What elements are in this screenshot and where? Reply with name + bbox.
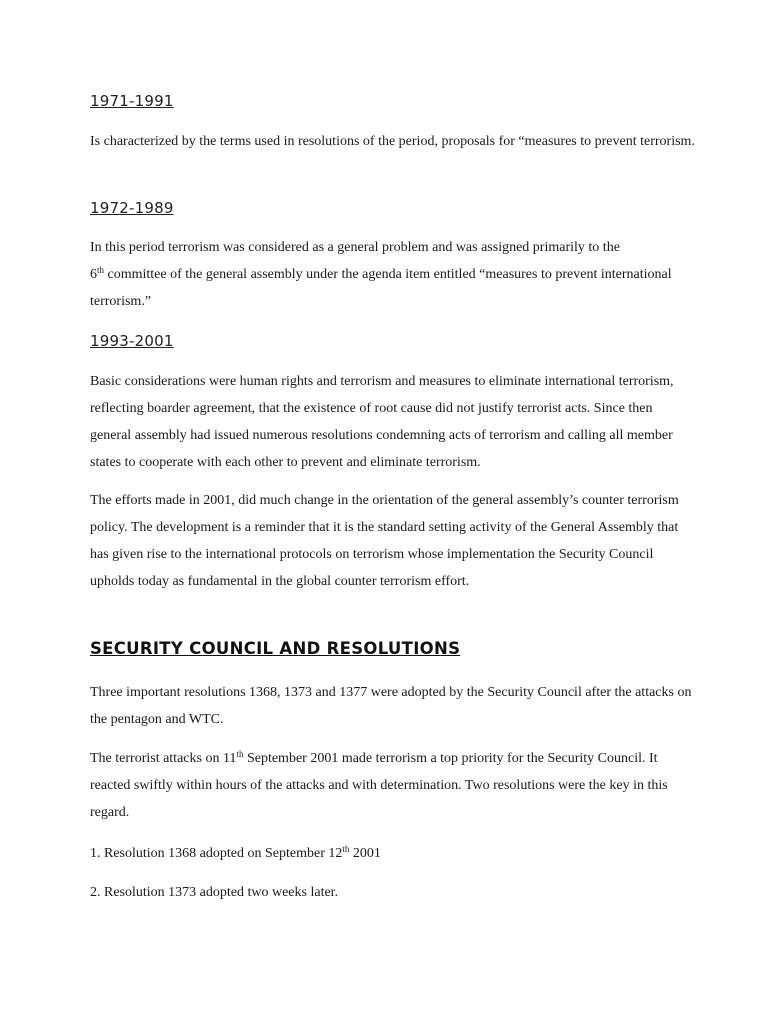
paragraph-1993-2001: Basic considerations were human rights and terrorism and measures to eliminate international terrorism, reflecting boarder agreement, that the existence of root cause did not justify terrorist acts. Since then general assembly had issued numerous resolutions condemning acts of terrorism and calling all member states to cooperate with each other to prevent and eliminate terrorism.: [90, 374, 674, 470]
paragraph-1972-1989-line1: In this period terrorism was considered as a general problem and was assigned primarily to the: [90, 240, 620, 255]
heading-1971-1991: 1971-1991: [90, 92, 174, 110]
resolution-1368-after: 2001: [349, 846, 381, 861]
paragraph-1972-1989: [90, 234, 695, 315]
paragraph-terrorist-attacks: [90, 745, 695, 826]
heading-1993-2001: 1993-2001: [90, 332, 174, 350]
section-title-security-council: SECURITY COUNCIL AND RESOLUTIONS: [90, 639, 461, 658]
attacks-text-after: September 2001 made terrorism a top priority for the Security Council. It reacted swiftly within hours of the attacks and with determination. Two resolutions were the key in this regard.: [90, 751, 668, 820]
resolution-1368-before: 1. Resolution 1368 adopted on September 12: [90, 846, 343, 861]
resolution-1368-date-suffix: th: [342, 844, 350, 854]
paragraph-1972-1989-rest: committee of the general assembly under the agenda item entitled “measures to prevent international terrorism.”: [90, 267, 672, 309]
attacks-date-suffix: th: [236, 749, 244, 759]
list-item-resolution-1368: [90, 840, 695, 867]
ordinal-suffix: th: [97, 265, 105, 275]
ordinal-number: 6: [90, 267, 97, 282]
paragraph-1971-1991: Is characterized by the terms used in resolutions of the period, proposals for “measures to prevent terrorism.: [90, 134, 695, 149]
paragraph-efforts-2001: The efforts made in 2001, did much change in the orientation of the general assembly’s counter terrorism policy. The development is a reminder that it is the standard setting activity of the General Assembly that has given rise to the international protocols on terrorism whose implementation the Security Council upholds today as fundamental in the global counter terrorism effort.: [90, 493, 679, 589]
heading-1972-1989: 1972-1989: [90, 199, 174, 217]
list-item-resolution-1373: 2. Resolution 1373 adopted two weeks later.: [90, 885, 339, 900]
attacks-text-before: The terrorist attacks on 11: [90, 751, 237, 766]
paragraph-three-resolutions: Three important resolutions 1368, 1373 and 1377 were adopted by the Security Council after the attacks on the pentagon and WTC.: [90, 685, 692, 727]
